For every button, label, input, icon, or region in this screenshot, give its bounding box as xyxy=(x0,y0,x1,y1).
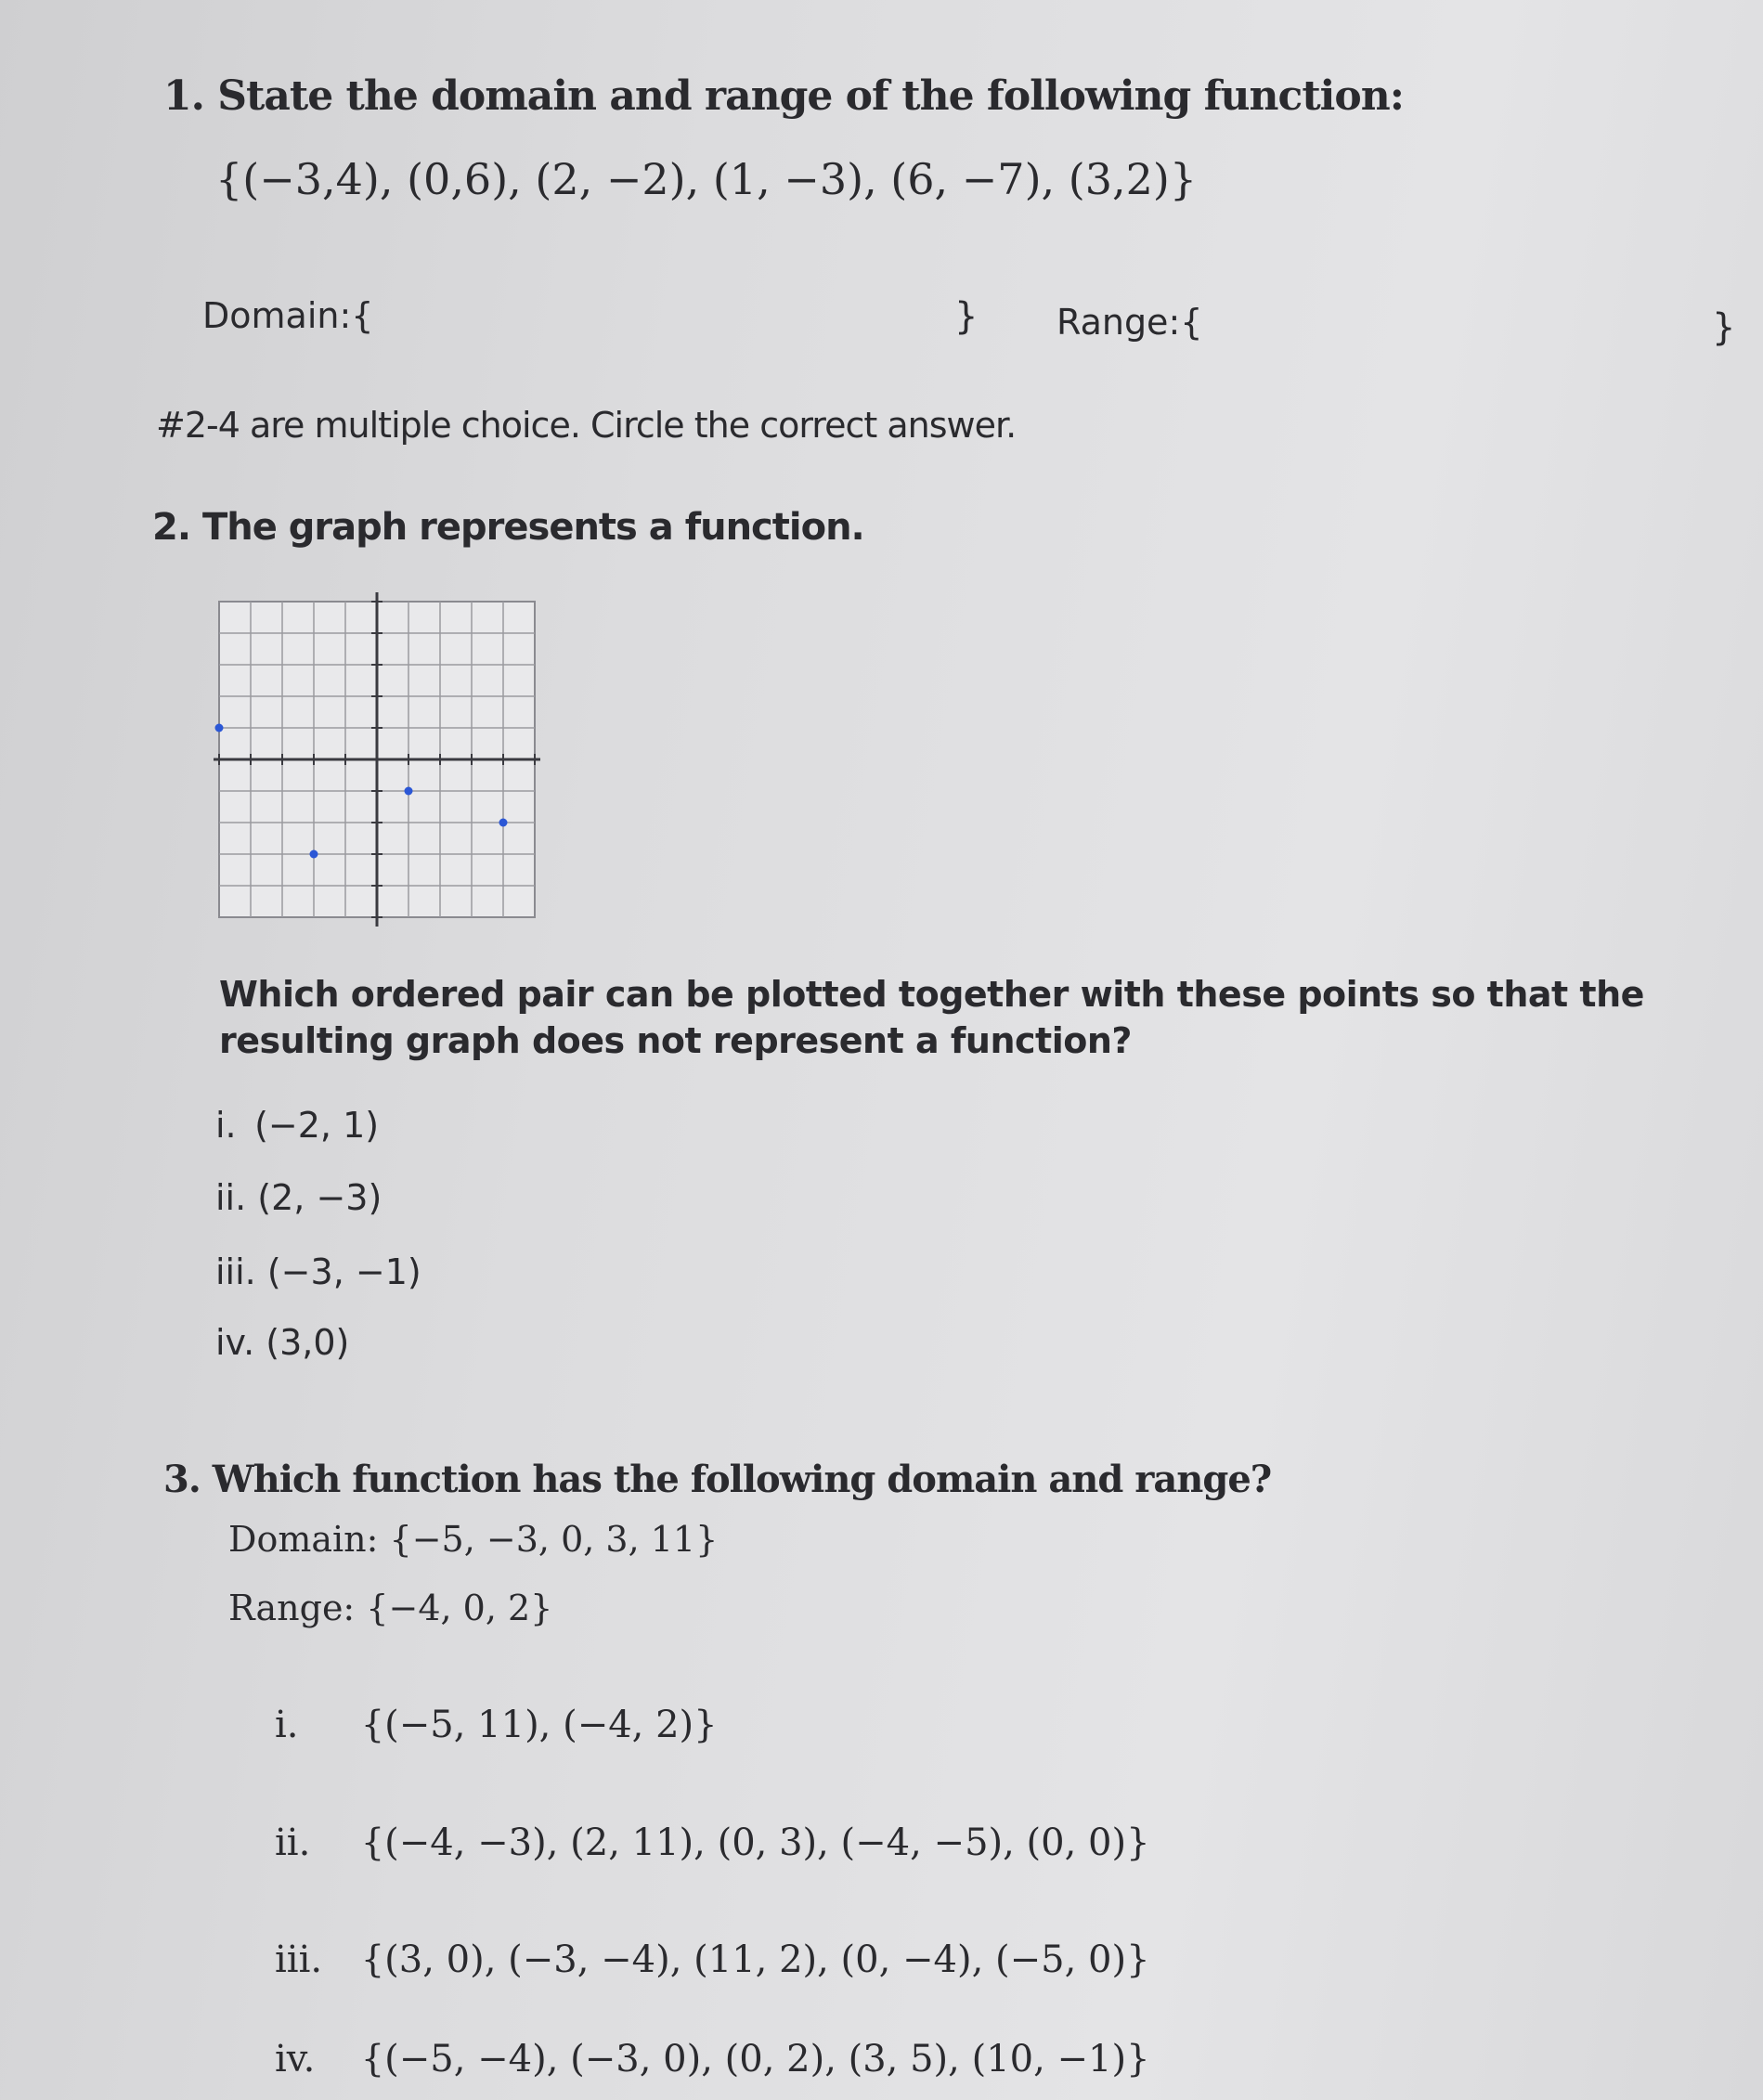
q3-option-2-text: {(−4, −3), (2, 11), (0, 3), (−4, −5), (0, 0)} xyxy=(360,1821,1150,1864)
q2-option-4[interactable] xyxy=(215,1322,349,1363)
q2-option-3-num: iii. xyxy=(215,1251,256,1292)
q2-option-2[interactable] xyxy=(215,1177,382,1218)
q3-option-1-text: {(−5, 11), (−4, 2)} xyxy=(360,1704,718,1746)
q3-option-4[interactable] xyxy=(275,2038,1150,2081)
q2-option-3[interactable] xyxy=(215,1251,421,1292)
question-2-text: The graph represents a function. xyxy=(201,506,864,549)
question-3-number: 3. xyxy=(163,1458,201,1501)
q2-option-2-num: ii. xyxy=(215,1177,247,1218)
domain-close-brace: } xyxy=(954,295,979,338)
q2-option-1-num: i. xyxy=(215,1105,237,1146)
q3-option-4-text: {(−5, −4), (−3, 0), (0, 2), (3, 5), (10, −1)} xyxy=(360,2038,1150,2081)
question-1-number: 1. xyxy=(163,72,204,120)
question-2-prompt: Which ordered pair can be plotted together with these points so that the resulting graph does not represent a function? xyxy=(219,974,1644,1061)
range-label: Range:{ xyxy=(1057,302,1203,343)
question-1-title xyxy=(163,72,1404,120)
q2-option-2-text: (2, −3) xyxy=(257,1177,382,1218)
q2-option-1-text: (−2, 1) xyxy=(254,1105,380,1146)
question-3-domain: Domain: {−5, −3, 0, 3, 11} xyxy=(228,1519,719,1560)
q3-option-3-text: {(3, 0), (−3, −4), (11, 2), (0, −4), (−5, 0)} xyxy=(360,1938,1150,1981)
coordinate-graph xyxy=(210,588,553,931)
domain-label: Domain:{ xyxy=(202,295,374,336)
q3-option-4-num: iv. xyxy=(275,2038,316,2081)
q3-option-3-num: iii. xyxy=(275,1938,323,1981)
question-1-text: State the domain and range of the following function: xyxy=(217,72,1404,120)
q3-option-1-num: i. xyxy=(275,1704,299,1746)
q2-option-4-text: (3,0) xyxy=(266,1322,350,1363)
q3-option-2-num: ii. xyxy=(275,1821,311,1864)
q3-option-1[interactable] xyxy=(275,1704,718,1746)
question-3-text: Which function has the following domain and range? xyxy=(212,1458,1272,1501)
q2-option-3-text: (−3, −1) xyxy=(266,1251,421,1292)
graph-point-2 xyxy=(310,850,318,859)
question-1-set: {(−3,4), (0,6), (2, −2), (1, −3), (6, −7), (3,2)} xyxy=(215,154,1198,204)
graph-point-4 xyxy=(499,819,508,827)
question-3-range: Range: {−4, 0, 2} xyxy=(228,1588,553,1628)
q2-option-4-num: iv. xyxy=(215,1322,255,1363)
question-2-title xyxy=(152,506,864,549)
graph-point-3 xyxy=(405,787,413,796)
instructions: #2-4 are multiple choice. Circle the correct answer. xyxy=(156,405,1017,446)
q3-option-2[interactable] xyxy=(275,1821,1150,1864)
q3-option-3[interactable] xyxy=(275,1938,1150,1981)
question-2-number: 2. xyxy=(152,506,191,549)
question-3-title xyxy=(163,1458,1271,1501)
q2-option-1[interactable] xyxy=(215,1105,379,1146)
range-close-brace: } xyxy=(1712,306,1736,349)
graph-point-1 xyxy=(215,724,224,732)
